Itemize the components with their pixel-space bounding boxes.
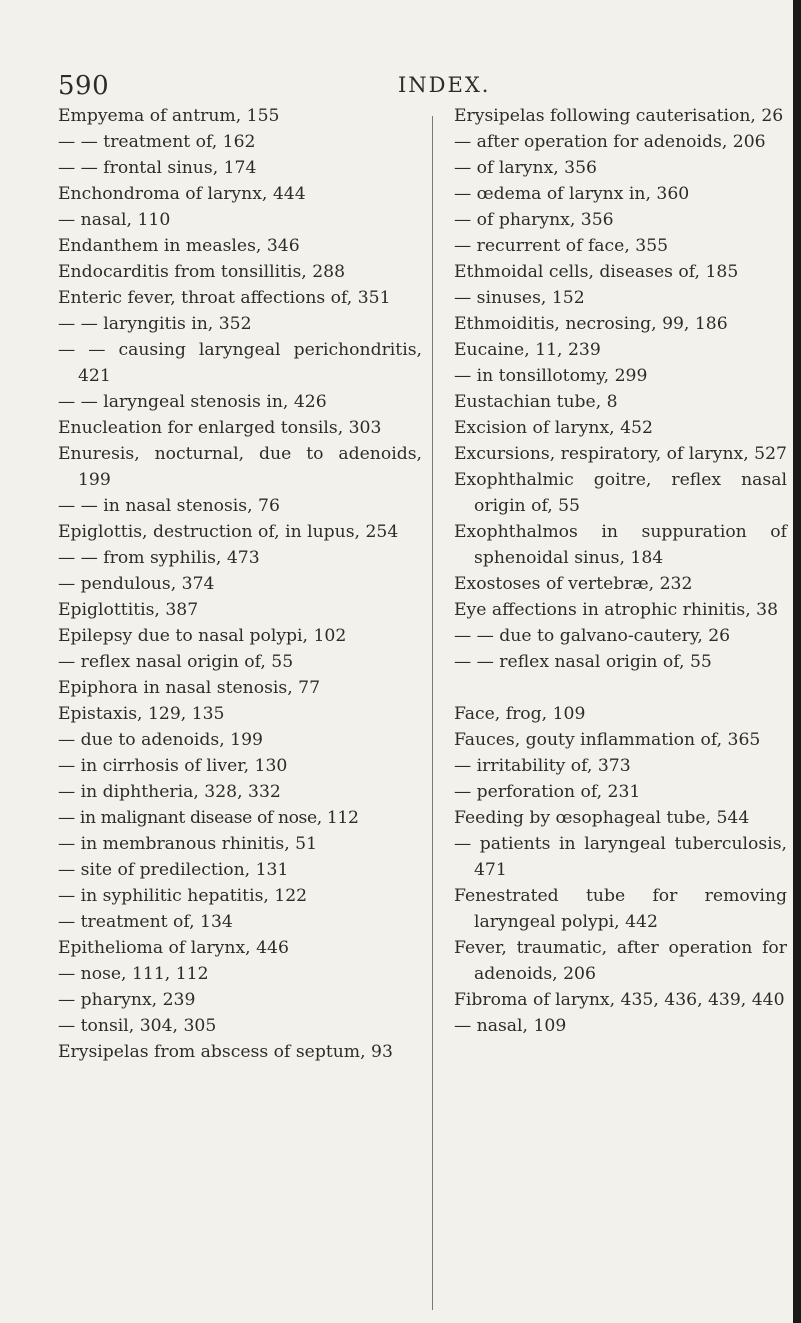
index-entry: Enuresis, nocturnal, due to adenoids, 199 [58,444,422,490]
index-entry: — after operation for adenoids, 206 [454,132,766,152]
index-entry: — in cirrhosis of liver, 130 [58,756,288,776]
index-entry: Exophthalmos in suppuration of sphenoidal sinus, 184 [454,522,787,568]
index-entry: Endanthem in measles, 346 [58,236,300,256]
index-entry: Ethmoiditis, necrosing, 99, 186 [454,314,728,334]
index-entry: Excision of larynx, 452 [454,418,653,438]
index-entry: Enteric fever, throat affections of, 351 [58,288,391,308]
index-entry: — site of predilection, 131 [58,860,289,880]
index-entry: — — frontal sinus, 174 [58,158,257,178]
index-entry: Excursions, respiratory, of larynx, 527 [454,444,787,464]
index-entry: — pharynx, 239 [58,990,196,1010]
index-entry: — — from syphilis, 473 [58,548,260,568]
index-entry: — nasal, 109 [454,1016,567,1036]
index-entry: — due to adenoids, 199 [58,730,263,750]
index-entry: Empyema of antrum, 155 [58,106,280,126]
index-entry: Ethmoidal cells, diseases of, 185 [454,262,739,282]
index-entry: — pendulous, 374 [58,574,215,594]
index-entry: — — causing laryngeal perichondritis, 421 [58,340,422,386]
index-entry: Erysipelas from abscess of septum, 93 [58,1042,393,1062]
index-entry: — sinuses, 152 [454,288,585,308]
index-entry: — nasal, 110 [58,210,171,230]
index-entry: — in membranous rhinitis, 51 [58,834,318,854]
index-entry: Epilepsy due to nasal polypi, 102 [58,626,347,646]
index-entry: — — due to galvano-cautery, 26 [454,626,731,646]
index-entry: — in malignant disease of nose, 112 [58,808,359,828]
page-edge-shadow [793,0,801,1323]
index-entry: Eucaine, 11, 239 [454,340,601,360]
index-entry: — reflex nasal origin of, 55 [58,652,294,672]
index-entry: Fever, traumatic, after operation for adenoids, 206 [454,938,787,984]
index-entry: Epithelioma of larynx, 446 [58,938,289,958]
index-entry: — perforation of, 231 [454,782,641,802]
index-entry: Feeding by œsophageal tube, 544 [454,808,750,828]
index-entry: Enucleation for enlarged tonsils, 303 [58,418,382,438]
index-entry: — — laryngeal stenosis in, 426 [58,392,327,412]
index-entry: Erysipelas following cauterisation, 26 [454,106,784,126]
index-entry: — in tonsillotomy, 299 [454,366,648,386]
index-entry: Eustachian tube, 8 [454,392,618,412]
index-entry: Epistaxis, 129, 135 [58,704,225,724]
index-entry: — — in nasal stenosis, 76 [58,496,280,516]
page-title: INDEX. [398,73,491,97]
index-entry: — œdema of larynx in, 360 [454,184,690,204]
index-entry: Epiglottitis, 387 [58,600,199,620]
index-entry: — patients in laryngeal tuberculosis, 471 [454,834,787,880]
index-entry: — tonsil, 304, 305 [58,1016,217,1036]
index-entry: Epiphora in nasal stenosis, 77 [58,678,321,698]
index-entry: — of larynx, 356 [454,158,597,178]
index-entry: Fenestrated tube for removing laryngeal polypi, 442 [454,886,787,932]
index-entry: — treatment of, 134 [58,912,233,932]
index-entry: — nose, 111, 112 [58,964,209,984]
index-entry: Endocarditis from tonsillitis, 288 [58,262,346,282]
index-entry: — in syphilitic hepatitis, 122 [58,886,308,906]
index-entry: Fibroma of larynx, 435, 436, 439, 440 [454,990,785,1010]
index-column-right [454,103,787,1039]
page-number: 590 [58,71,110,101]
index-entry: Exophthalmic goitre, reflex nasal origin of, 55 [454,470,787,516]
index-entry: Face, frog, 109 [454,704,586,724]
index-entry: — irritability of, 373 [454,756,631,776]
index-entry: — in diphtheria, 328, 332 [58,782,281,802]
index-entry: Enchondroma of larynx, 444 [58,184,306,204]
index-entry: Exostoses of vertebræ, 232 [454,574,693,594]
index-column-left [58,103,422,1065]
index-entry: — of pharynx, 356 [454,210,614,230]
index-entry: — — reflex nasal origin of, 55 [454,652,712,672]
column-divider [432,116,433,1310]
index-entry: Epiglottis, destruction of, in lupus, 254 [58,522,399,542]
index-entry: Eye affections in atrophic rhinitis, 38 [454,600,779,620]
index-entry: Fauces, gouty inflammation of, 365 [454,730,761,750]
index-entry: — — treatment of, 162 [58,132,256,152]
index-entry: — recurrent of face, 355 [454,236,669,256]
index-entry: — — laryngitis in, 352 [58,314,252,334]
